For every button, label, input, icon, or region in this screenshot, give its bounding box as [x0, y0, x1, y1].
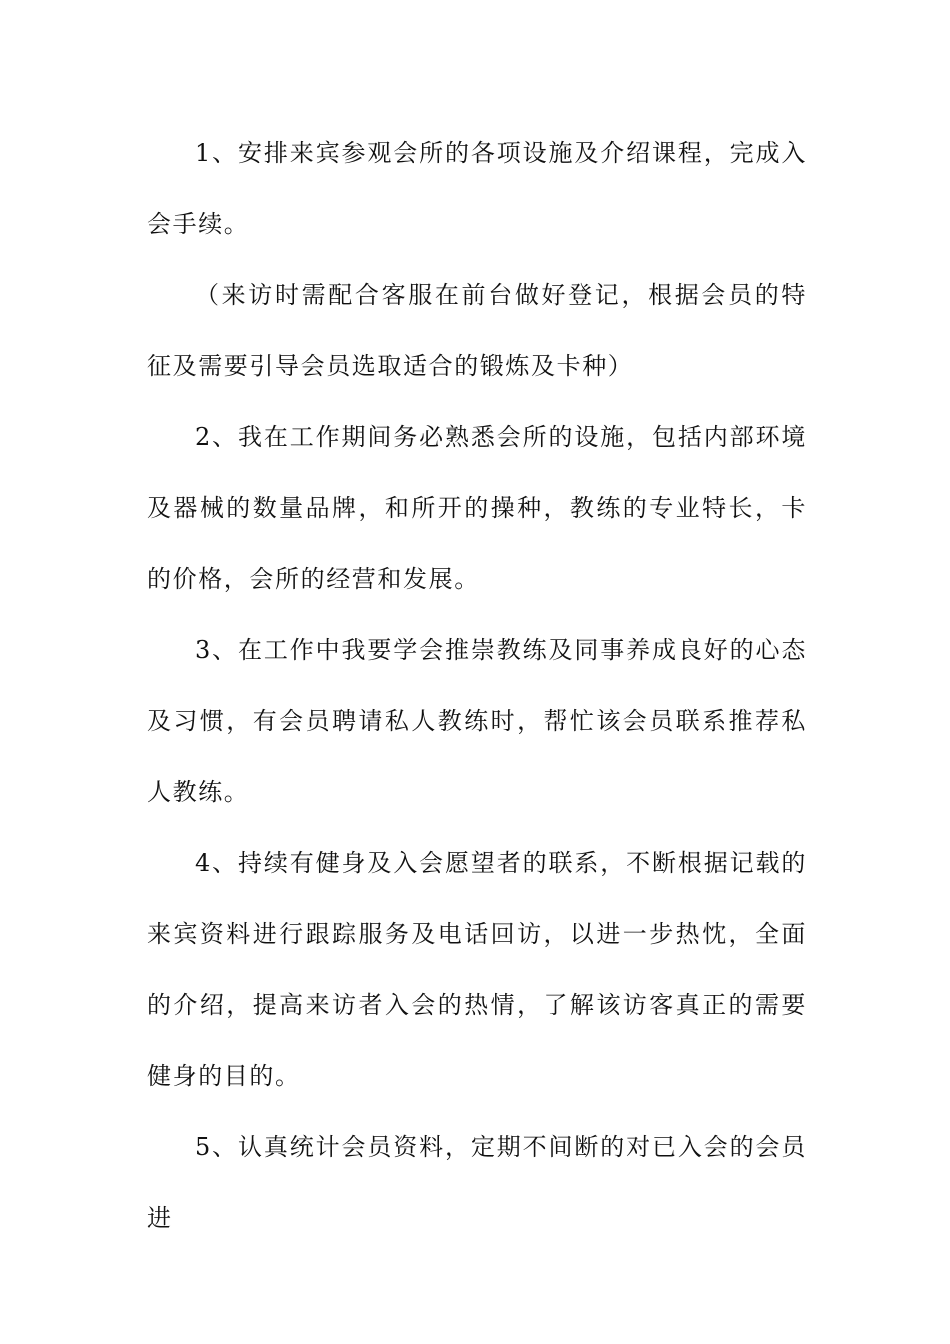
- paragraph-3: 2、我在工作期间务必熟悉会所的设施，包括内部环境及器械的数量品牌，和所开的操种，教练的专业特长，卡的价格，会所的经营和发展。: [147, 423, 807, 593]
- paragraph-1: 1、安排来宾参观会所的各项设施及介绍课程，完成入会手续。: [147, 139, 807, 238]
- document-body: [147, 118, 807, 1254]
- paragraph-4: 3、在工作中我要学会推崇教练及同事养成良好的心态及习惯，有会员聘请私人教练时，帮忙该会员联系推荐私人教练。: [147, 636, 807, 806]
- paragraph-2: （来访时需配合客服在前台做好登记，根据会员的特征及需要引导会员选取适合的锻炼及卡种）: [147, 281, 807, 380]
- paragraph-5: 4、持续有健身及入会愿望者的联系，不断根据记载的来宾资料进行跟踪服务及电话回访，以进一步热忱，全面的介绍，提高来访者入会的热情，了解该访客真正的需要健身的目的。: [147, 849, 807, 1090]
- paragraph-6: 5、认真统计会员资料，定期不间断的对已入会的会员进: [147, 1133, 807, 1232]
